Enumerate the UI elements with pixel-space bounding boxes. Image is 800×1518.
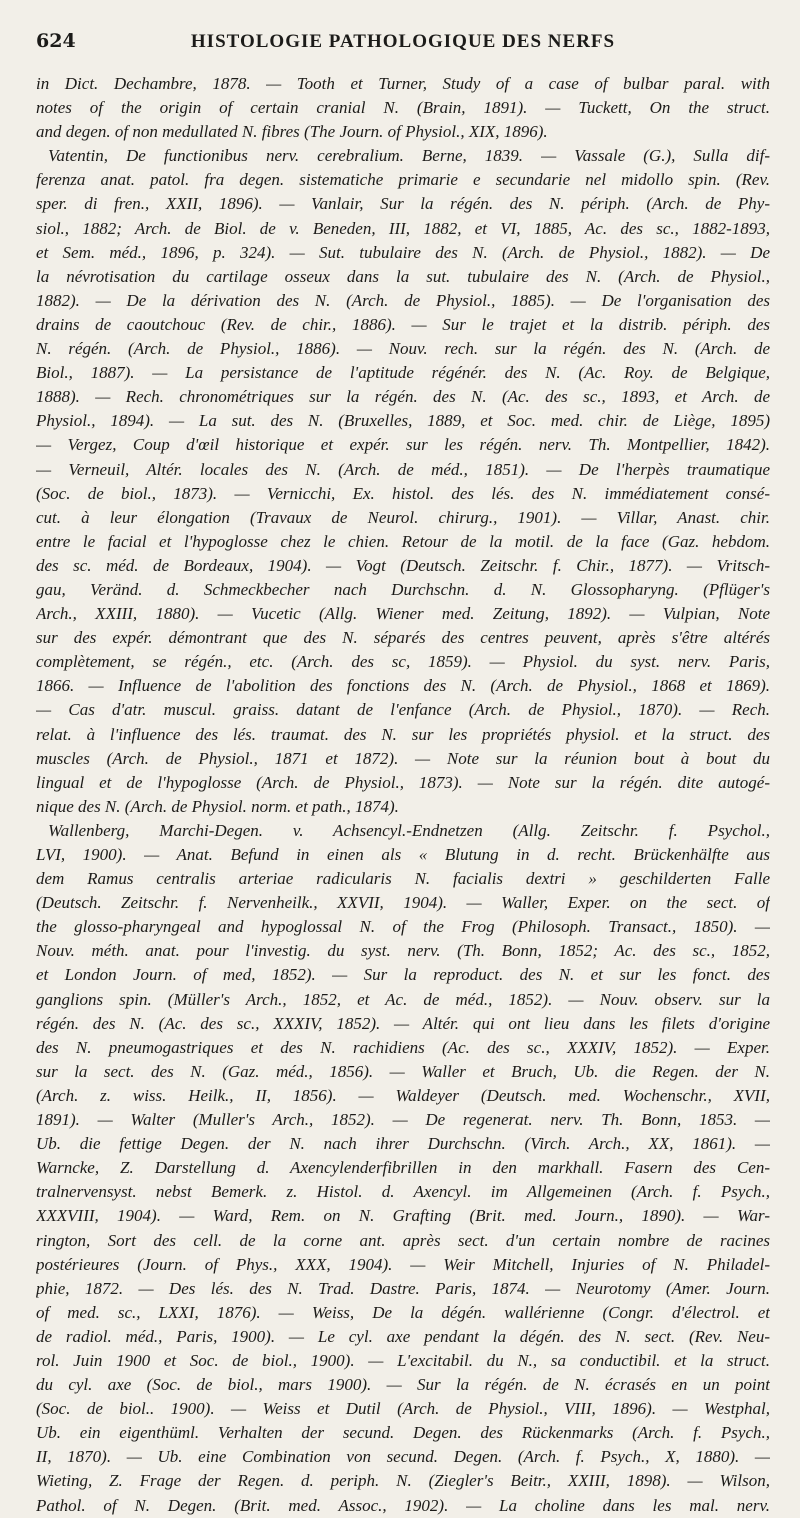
text-line: du cyl. axe (Soc. de biol., mars 1900). — Sur la régén. de N. écrasés en un point	[36, 1375, 770, 1395]
text-line: des N. pneumogastriques et des N. rachidiens (Ac. des sc., XXXIV, 1852). — Exper.	[36, 1037, 770, 1057]
text-line: Ub. ein eigenthüml. Verhalten der secund. Degen. des Rückenmarks (Arch. f. Psych.,	[36, 1423, 770, 1443]
text-line: and degen. of non medullated N. fibres (The Journ. of Physiol., XIX, 1896).	[36, 122, 548, 142]
text-line: II, 1870). — Ub. eine Combination von secund. Degen. (Arch. f. Psych., X, 1880). —	[36, 1447, 770, 1467]
text-line: régén. des N. (Ac. des sc., XXXIV, 1852). — Altér. qui ont lieu dans les filets d'origine	[36, 1013, 770, 1033]
text-line: Wallenberg, Marchi-Degen. v. Achsencyl.-Endnetzen (Allg. Zeitschr. f. Psychol.,	[48, 820, 770, 840]
text-line: 1882). — De la dérivation des N. (Arch. de Physiol., 1885). — De l'organisation des	[36, 290, 770, 310]
text-line: cut. à leur élongation (Travaux de Neurol. chirurg., 1901). — Villar, Anast. chir.	[36, 507, 770, 527]
text-line: in Dict. Dechambre, 1878. — Tooth et Turner, Study of a case of bulbar paral. with	[36, 74, 770, 93]
text-line: ferenza anat. patol. fra degen. sistematiche primarie e secundarie nel midollo spin. (Rev.	[36, 170, 770, 190]
text-line: dem Ramus centralis arteriae radicularis N. facialis dextri » geschilderten Falle	[36, 869, 770, 889]
text-line: muscles (Arch. de Physiol., 1871 et 1872). — Note sur la réunion bout à bout du	[36, 748, 770, 768]
text-line: sper. di fren., XXII, 1896). — Vanlair, Sur la régén. des N. périph. (Arch. de Phy-	[36, 194, 770, 214]
text-line: XXXVIII, 1904). — Ward, Rem. on N. Grafting (Brit. med. Journ., 1890). — War-	[36, 1206, 770, 1226]
text-line: Vatentin, De functionibus nerv. cerebralium. Berne, 1839. — Vassale (G.), Sulla dif-	[48, 146, 770, 166]
text-line: Biol., 1887). — La persistance de l'aptitude régénér. des N. (Ac. Roy. de Belgique,	[36, 363, 770, 383]
text-line: entre le facial et l'hypoglosse chez le chien. Retour de la motil. de la face (Gaz. hebdom.	[36, 531, 770, 551]
text-line: siol., 1882; Arch. de Biol. de v. Beneden, III, 1882, et VI, 1885, Ac. des sc., 1882-1893,	[36, 218, 770, 238]
text-line: des sc. méd. de Bordeaux, 1904). — Vogt (Deutsch. Zeitschr. f. Chir., 1877). — Vritsch-	[36, 555, 770, 575]
text-line: Ub. die fettige Degen. der N. nach ihrer Durchschn. (Virch. Arch., XX, 1861). —	[36, 1134, 770, 1154]
text-line: Arch., XXIII, 1880). — Vucetic (Allg. Wiener med. Zeitung, 1892). — Vulpian, Note	[36, 604, 770, 624]
text-line: (Arch. z. wiss. Heilk., II, 1856). — Waldeyer (Deutsch. med. Wochenschr., XVII,	[36, 1085, 770, 1105]
text-line: of med. sc., LXXI, 1876). — Weiss, De la dégén. wallérienne (Congr. d'électrol. et	[36, 1302, 770, 1322]
text-line: complètement, se régén., etc. (Arch. des sc, 1859). — Physiol. du syst. nerv. Paris,	[36, 652, 770, 672]
text-line: Warncke, Z. Darstellung d. Axencylenderfibrillen in den markhall. Fasern des Cen-	[36, 1158, 770, 1178]
text-line: Nouv. méth. anat. pour l'investig. du syst. nerv. (Th. Bonn, 1852; Ac. des sc., 1852,	[36, 941, 770, 961]
text-line: Physiol., 1894). — La sut. des N. (Bruxelles, 1889, et Soc. med. chir. de Liège, 1895)	[36, 411, 770, 431]
text-line: 1891). — Walter (Muller's Arch., 1852). — De regenerat. nerv. Th. Bonn, 1853. —	[36, 1110, 770, 1130]
text-line: nique des N. (Arch. de Physiol. norm. et path., 1874).	[36, 796, 399, 816]
text-line: sur la sect. des N. (Gaz. méd., 1856). — Waller et Bruch, Ub. die Regen. der N.	[36, 1061, 770, 1081]
text-line: postérieures (Journ. of Phys., XXX, 1904). — Weir Mitchell, Injuries of N. Philadel-	[36, 1254, 770, 1274]
text-line: et London Journ. of med, 1852). — Sur la reproduct. des N. et sur les fonct. des	[36, 965, 770, 985]
page-header	[36, 30, 770, 60]
text-line: (Soc. de biol.. 1900). — Weiss et Dutil (Arch. de Physiol., VIII, 1896). — Westphal,	[36, 1399, 770, 1419]
text-line: Wieting, Z. Frage der Regen. d. periph. N. (Ziegler's Beitr., XXIII, 1898). — Wilson,	[36, 1471, 770, 1491]
text-line: (Deutsch. Zeitschr. f. Nervenheilk., XXVII, 1904). — Waller, Exper. on the sect. of	[36, 893, 770, 913]
text-line: — Vergez, Coup d'œil historique et expér. sur les régén. nerv. Th. Montpellier, 1842).	[36, 435, 770, 455]
text-line: the glosso-pharyngeal and hypoglossal N. of the Frog (Philosoph. Transact., 1850). —	[36, 917, 770, 937]
text-line: 1866. — Influence de l'abolition des fonctions des N. (Arch. de Physiol., 1868 et 1869).	[36, 676, 770, 696]
running-title: HISTOLOGIE PATHOLOGIQUE DES NERFS	[190, 31, 616, 52]
text-line: N. régén. (Arch. de Physiol., 1886). — Nouv. rech. sur la régén. des N. (Arch. de	[36, 339, 770, 359]
text-line: ganglions spin. (Müller's Arch., 1852, et Ac. de méd., 1852). — Nouv. observ. sur la	[36, 989, 770, 1009]
text-line: LVI, 1900). — Anat. Befund in einen als « Blutung in d. recht. Brückenhälfte aus	[36, 845, 770, 864]
text-line: la névrotisation du cartilage osseux dans la sut. tubulaire des N. (Arch. de Physiol.,	[36, 266, 770, 286]
text-line: (Soc. de biol., 1873). — Vernicchi, Ex. histol. des lés. des N. immédiatement consé-	[36, 483, 770, 503]
text-line: drains de caoutchouc (Rev. de chir., 1886). — Sur le trajet et la distrib. périph. des	[36, 314, 770, 334]
text-line: de radiol. méd., Paris, 1900). — Le cyl. axe pendant la dégén. des N. sect. (Rev. Neu-	[36, 1326, 770, 1346]
bibliography-text	[36, 72, 770, 1518]
text-line: rington, Sort des cell. de la corne ant. après sect. d'un certain nombre de racines	[36, 1230, 770, 1250]
text-line: lingual et de l'hypoglosse (Arch. de Physiol., 1873). — Note sur la régén. dite autogé-	[36, 772, 770, 792]
text-line: 1888). — Rech. chronométriques sur la régén. des N. (Ac. des sc., 1893, et Arch. de	[36, 387, 770, 407]
text-line: et Sem. méd., 1896, p. 324). — Sut. tubulaire des N. (Arch. de Physiol., 1882). — De	[36, 242, 770, 262]
text-line: tralnervensyst. nebst Bemerk. z. Histol. d. Axencyl. im Allgemeinen (Arch. f. Psych.,	[36, 1182, 770, 1202]
text-line: — Verneuil, Altér. locales des N. (Arch. de méd., 1851). — De l'herpès traumatique	[36, 459, 770, 479]
text-line: relat. à l'influence des lés. traumat. des N. sur les propriétés physiol. et la struct. des	[36, 724, 770, 744]
text-line: notes of the origin of certain cranial N. (Brain, 1891). — Tuckett, On the struct.	[36, 98, 770, 118]
text-line: sur des expér. démontrant que des N. séparés des centres peuvent, après s'être altérés	[36, 628, 770, 648]
page-number: 624	[36, 30, 76, 52]
text-line: Pathol. of N. Degen. (Brit. med. Assoc., 1902). — La choline dans les mal. nerv.	[36, 1495, 770, 1515]
text-line: phie, 1872. — Des lés. des N. Trad. Dastre. Paris, 1874. — Neurotomy (Amer. Journ.	[36, 1278, 770, 1298]
text-line: gau, Veränd. d. Schmeckbecher nach Durchschn. d. N. Glossopharyng. (Pflüger's	[36, 579, 770, 599]
text-line: — Cas d'atr. muscul. graiss. datant de l'enfance (Arch. de Physiol., 1870). — Rech.	[36, 700, 770, 720]
text-line: rol. Juin 1900 et Soc. de biol., 1900). — L'excitabil. du N., sa conductibil. et la struct.	[36, 1350, 770, 1370]
